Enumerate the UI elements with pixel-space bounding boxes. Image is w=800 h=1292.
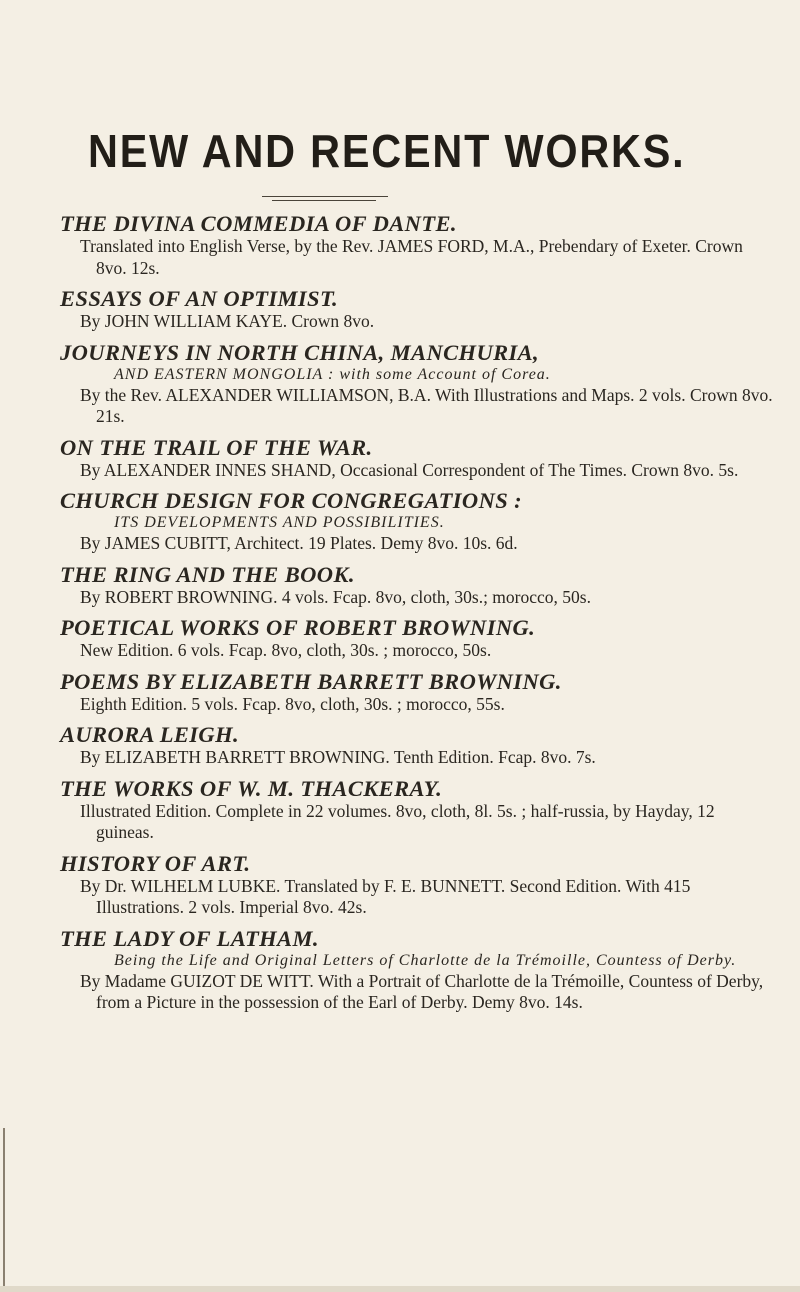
book-description: Illustrated Edition. Complete in 22 volumes. 8vo, cloth, 8l. 5s. ; half-russia, by Hayday, 12 guineas. (80, 800, 715, 842)
page-edge-line (3, 1128, 5, 1292)
book-description: By ELIZABETH BARRETT BROWNING. Tenth Edition. Fcap. 8vo. 7s. (80, 747, 596, 767)
page-bottom-edge (0, 1286, 800, 1292)
book-title: THE DIVINA COMMEDIA OF DANTE. (60, 211, 457, 236)
book-list (60, 211, 776, 1021)
book-title: POETICAL WORKS OF ROBERT BROWNING. (60, 615, 536, 640)
book-entry (60, 722, 776, 769)
book-entry (60, 340, 776, 428)
book-entry (60, 211, 776, 279)
book-entry (60, 435, 776, 482)
book-entry (60, 286, 776, 333)
book-entry (60, 851, 776, 919)
heading-rule (262, 196, 388, 197)
book-title: ESSAYS OF AN OPTIMIST. (60, 286, 339, 311)
book-description: Eighth Edition. 5 vols. Fcap. 8vo, cloth, 30s. ; morocco, 55s. (80, 693, 505, 714)
book-entry (60, 926, 776, 1014)
book-subtitle: AND EASTERN MONGOLIA : with some Account of Corea. (114, 365, 551, 383)
book-description: By JAMES CUBITT, Architect. 19 Plates. Demy 8vo. 10s. 6d. (80, 533, 518, 553)
book-description: By Dr. WILHELM LUBKE. Translated by F. E. BUNNETT. Second Edition. With 415 Illustrations. 2 vols. Imperial 8vo. 42s. (80, 875, 691, 917)
page-heading: NEW AND RECENT WORKS. (88, 125, 686, 177)
book-subtitle: Being the Life and Original Letters of Charlotte de la Trémoille, Countess of Derby. (114, 951, 737, 969)
book-entry (60, 669, 776, 716)
book-title: POEMS BY ELIZABETH BARRETT BROWNING. (60, 668, 562, 694)
book-description: By the Rev. ALEXANDER WILLIAMSON, B.A. With Illustrations and Maps. 2 vols. Crown 8vo. 21s. (80, 384, 773, 426)
book-entry (60, 488, 776, 555)
book-title: CHURCH DESIGN FOR CONGREGATIONS : (60, 488, 523, 513)
book-title: THE LADY OF LATHAM. (60, 925, 319, 951)
book-title: HISTORY OF ART. (60, 850, 251, 876)
book-title: ON THE TRAIL OF THE WAR. (60, 434, 373, 460)
heading-rule-lower (272, 200, 376, 201)
book-entry (60, 615, 776, 662)
book-description: Translated into English Verse, by the Rev. JAMES FORD, M.A., Prebendary of Exeter. Crown 8vo. 12s. (80, 236, 743, 278)
book-description: By ALEXANDER INNES SHAND, Occasional Correspondent of The Times. Crown 8vo. 5s. (80, 459, 739, 480)
book-entry (60, 776, 776, 844)
book-title: THE RING AND THE BOOK. (60, 561, 355, 587)
book-description: By Madame GUIZOT DE WITT. With a Portrait of Charlotte de la Trémoille, Countess of Derby, from a Picture in the possession of the Earl of Derby. Demy 8vo. 14s. (80, 970, 764, 1012)
book-title: THE WORKS OF W. M. THACKERAY. (60, 775, 443, 801)
book-description: By JOHN WILLIAM KAYE. Crown 8vo. (80, 311, 375, 331)
book-subtitle: ITS DEVELOPMENTS AND POSSIBILITIES. (114, 514, 445, 531)
book-description: By ROBERT BROWNING. 4 vols. Fcap. 8vo, cloth, 30s.; morocco, 50s. (80, 586, 591, 607)
book-description: New Edition. 6 vols. Fcap. 8vo, cloth, 30s. ; morocco, 50s. (80, 640, 492, 660)
book-entry (60, 562, 776, 609)
book-title: AURORA LEIGH. (60, 722, 239, 747)
book-title: JOURNEYS IN NORTH CHINA, MANCHURIA, (60, 339, 540, 365)
